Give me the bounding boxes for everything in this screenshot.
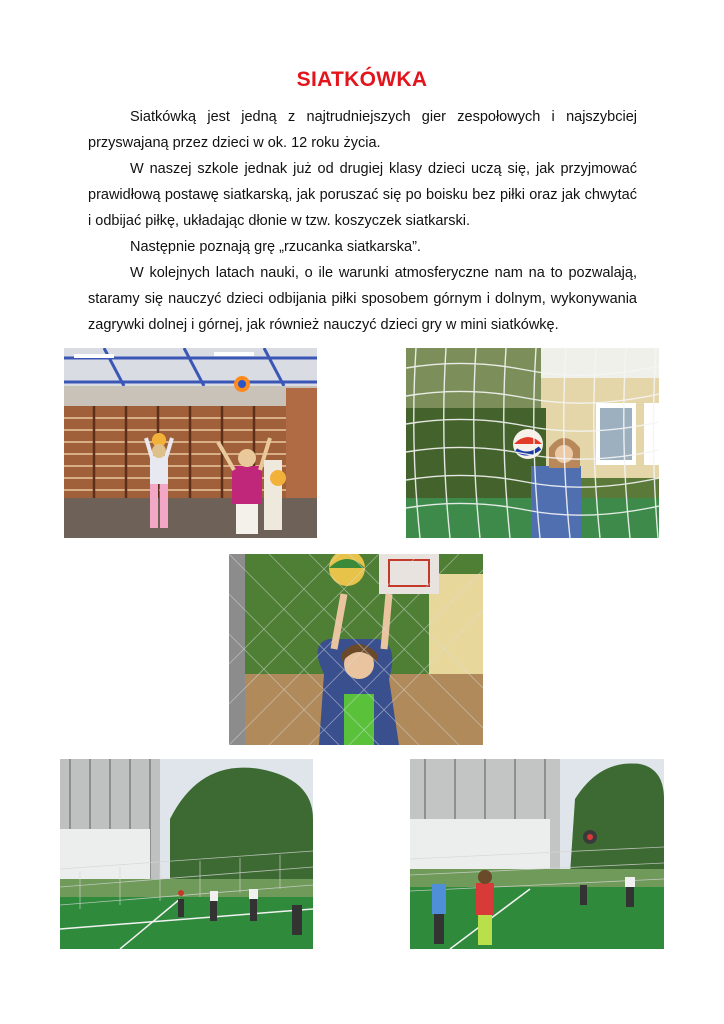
photo-girl-reaching-ball	[229, 554, 483, 745]
paragraph-2: W naszej szkole jednak już od drugiej klasy dzieci uczą się, jak przyjmować prawidłową postawę siatkarską, jak poruszać się po boisku bez piłki oraz jak chwytać i odbijać piłkę, układając dłonie w tzw. koszyczek siatkarski.	[88, 161, 637, 229]
photo-outdoor-court-1	[60, 759, 313, 949]
paragraph-4: W kolejnych latach nauki, o ile warunki atmosferyczne nam na to pozwalają, staramy się nauczyć dzieci odbijania piłki sposobem górnym i dolnym, wykonywania zagrywki dolnej i górnej, jak również nauczyć dzieci gry w mini siatkówkę.	[88, 265, 637, 333]
body-text	[88, 104, 637, 338]
paragraph-1: Siatkówką jest jedną z najtrudniejszych gier zespołowych i najszybciej przyswajaną przez dzieci w ok. 12 roku życia.	[88, 109, 637, 151]
paragraph-3: Następnie poznają grę „rzucanka siatkarska”.	[130, 239, 421, 255]
photo-girl-behind-net	[406, 348, 659, 538]
page-title: SIATKÓWKA	[296, 68, 428, 91]
photo-gym-volleyball	[64, 348, 317, 538]
photo-outdoor-court-2	[410, 759, 664, 949]
